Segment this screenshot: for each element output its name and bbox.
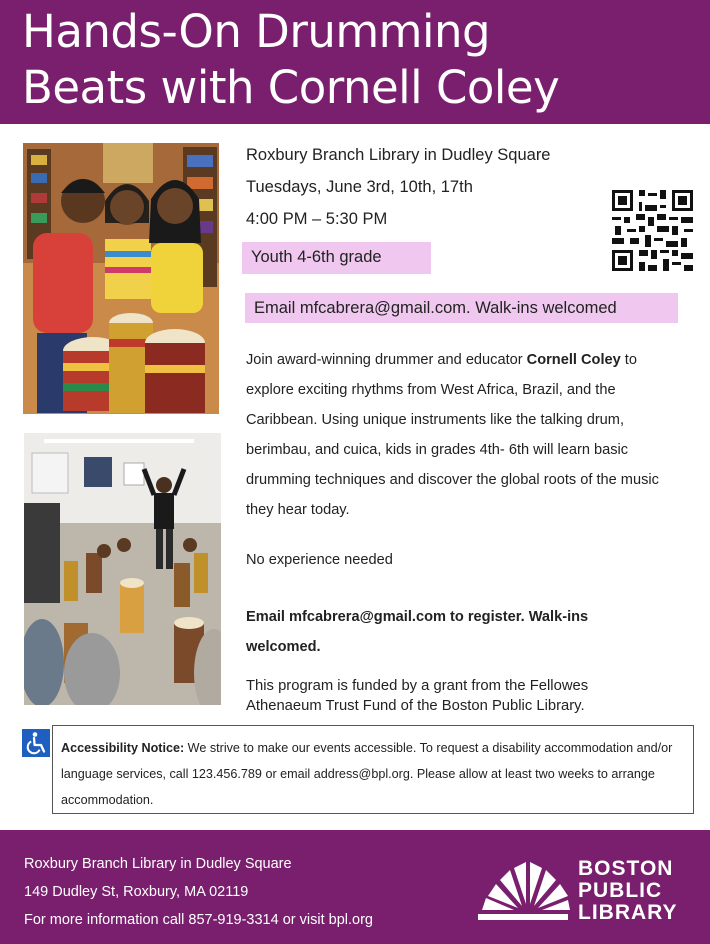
bpl-logo-icon (474, 858, 572, 922)
header-banner (0, 0, 710, 124)
logo-boston: BOSTON (578, 857, 674, 880)
page-title (22, 4, 559, 116)
funding-note: This program is funded by a grant from the Fellowes Athenaeum Trust Fund of the Boston Public Library. (246, 678, 589, 714)
accessibility-text: We strive to make our events accessible. To request a disability accommodation and/or language services, call 123.456.789 or email address@bpl.org. Please allow at least two weeks to arrange accommodation. (61, 741, 673, 807)
title-line-1: Hands-On Drumming (22, 5, 491, 58)
logo-library: LIBRARY (578, 901, 678, 924)
footer-contact: For more information call 857-919-3314 or visit bpl.org (24, 912, 373, 928)
logo-public: PUBLIC (578, 879, 663, 902)
description-intro-end: to explore exciting rhythms from West Africa, Brazil, and the Caribbean. Using unique instruments like the talking drum, berimbau, and cuica, kids in grades 4th- 6th will learn basic drumming techniques and discover the global roots of the music they hear today. (246, 352, 659, 518)
footer-banner (0, 830, 710, 944)
description-intro-start: Join award-winning drummer and educator (246, 352, 527, 368)
event-time: 4:00 PM – 5:30 PM (246, 210, 388, 228)
qr-code-icon[interactable] (609, 187, 696, 274)
contact-highlight (245, 293, 678, 323)
event-location: Roxbury Branch Library in Dudley Square (246, 146, 551, 164)
wheelchair-icon (22, 729, 50, 757)
drum-circle-photo (24, 433, 221, 705)
register-note: Email mfcabrera@gmail.com to register. Walk-ins welcomed. (246, 609, 589, 655)
contact-text: Email mfcabrera@gmail.com. Walk-ins welcomed (254, 299, 617, 317)
performer-name: Cornell Coley (526, 352, 621, 368)
kids-drumming-photo (23, 143, 219, 414)
footer-address: 149 Dudley St, Roxbury, MA 02119 (24, 884, 249, 900)
accessibility-label: Accessibility Notice: (61, 741, 185, 755)
program-description (246, 345, 680, 525)
experience-note: No experience needed (246, 552, 393, 568)
footer-branch: Roxbury Branch Library in Dudley Square (24, 856, 292, 872)
event-dates: Tuesdays, June 3rd, 10th, 17th (246, 178, 473, 196)
audience-text: Youth 4-6th grade (251, 248, 382, 266)
audience-highlight (242, 242, 431, 274)
title-line-2: Beats with Cornell Coley (22, 61, 560, 114)
accessibility-notice (52, 725, 694, 814)
